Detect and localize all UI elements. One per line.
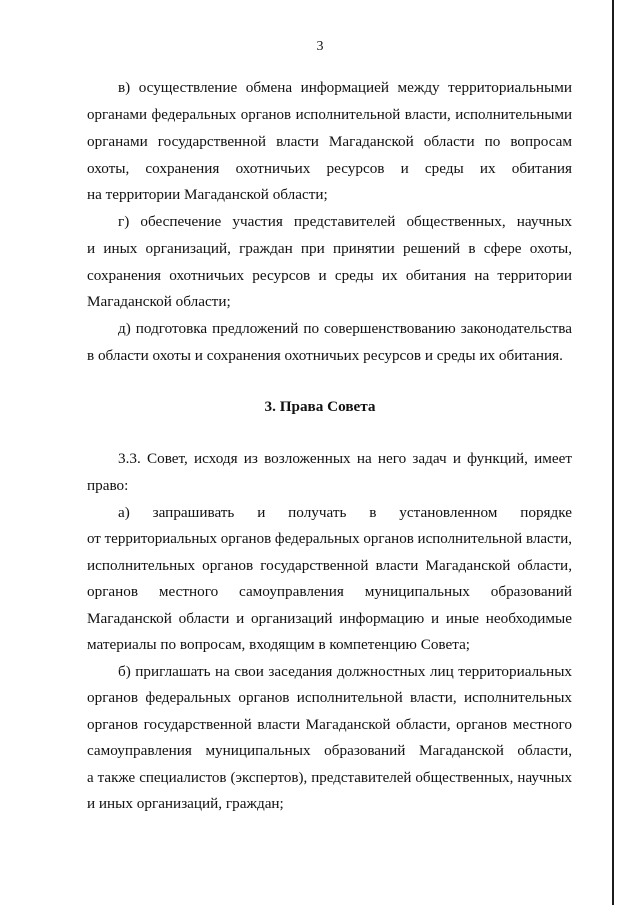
text-line: на территории Магаданской области;	[87, 186, 328, 203]
text-line: а также специалистов (экспертов), представителей общественных, научных	[87, 770, 572, 786]
text-line: самоуправления муниципальных образований Магаданской области,	[87, 742, 572, 759]
text-line: охоты, сохранения охотничьих ресурсов и среды их обитания	[87, 160, 572, 177]
text-line: от территориальных органов федеральных органов исполнительной власти,	[87, 531, 572, 547]
text-line: и иных организаций, граждан;	[87, 795, 284, 812]
text-line: органов федеральных органов исполнительной власти, исполнительных	[87, 689, 572, 706]
text-line: и иных организаций, граждан при принятии решений в сфере охоты,	[87, 240, 572, 257]
text-line: органов государственной власти Магаданской области, органов местного	[87, 716, 572, 733]
text-line: органами федеральных органов исполнительной власти, исполнительными	[87, 107, 572, 123]
text-line: органов местного самоуправления муниципальных образований	[87, 583, 572, 600]
text-line: сохранения охотничьих ресурсов и среды их обитания на территории	[87, 267, 572, 284]
text-line: материалы по вопросам, входящим в компетенцию Совета;	[87, 636, 471, 653]
text-line: в области охоты и сохранения охотничьих ресурсов и среды их обитания.	[87, 347, 563, 364]
text-line: д) подготовка предложений по совершенствованию законодательства	[118, 320, 572, 337]
section-heading: 3. Права Совета	[264, 398, 376, 415]
text-line: органами государственной власти Магаданской области по вопросам	[87, 133, 572, 150]
text-line: исполнительных органов государственной власти Магаданской области,	[87, 557, 572, 574]
text-line: б) приглашать на свои заседания должностных лиц территориальных	[118, 663, 572, 680]
page-number: 3	[316, 39, 324, 54]
text-line: Магаданской области и организаций информацию и иные необходимые	[87, 610, 572, 627]
text-line: Магаданской области;	[87, 293, 231, 310]
text-line: право:	[87, 477, 129, 494]
text-line: г) обеспечение участия представителей общественных, научных	[118, 213, 572, 230]
text-line: а) запрашивать и получать в установленном порядке	[118, 504, 572, 521]
page-edge-shadow	[612, 0, 614, 905]
text-line: в) осуществление обмена информацией между территориальными	[118, 79, 572, 96]
text-line: 3.3. Совет, исходя из возложенных на него задач и функций, имеет	[118, 450, 572, 467]
